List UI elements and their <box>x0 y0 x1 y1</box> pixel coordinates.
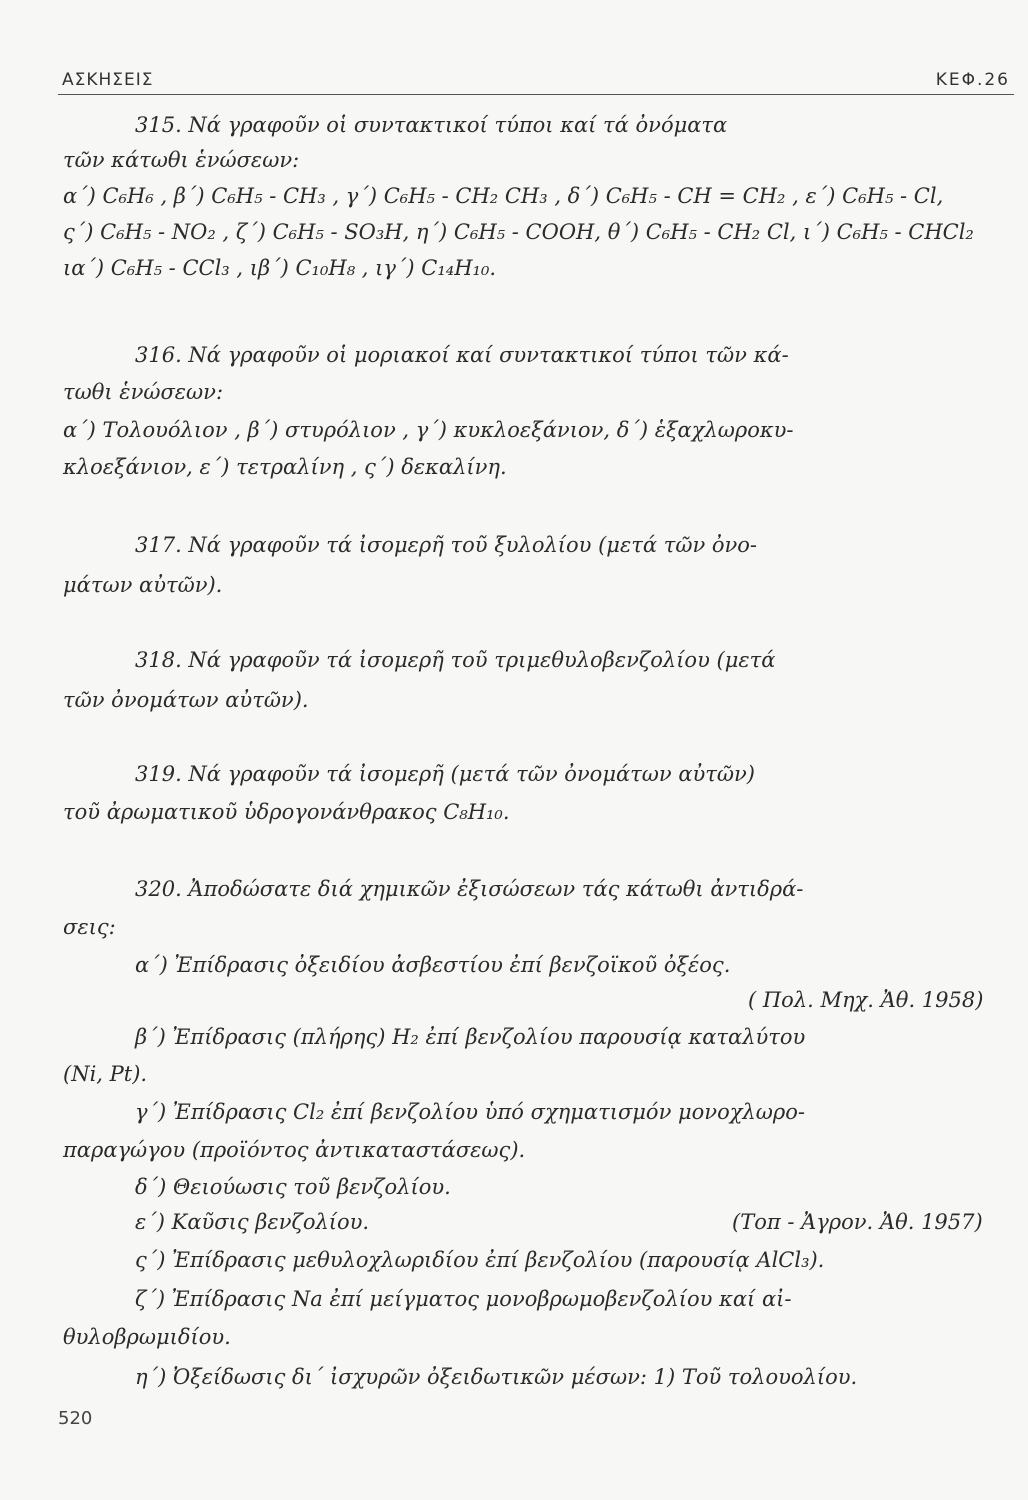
exercise-315-line-5: ια΄) C₆H₅ - CCl₃ , ιβ΄) C₁₀H₈ , ιγ΄) C₁₄H₁₀. <box>63 256 497 280</box>
exercise-315-line-4: ς΄) C₆H₅ - NO₂ , ζ΄) C₆H₅ - SO₃H, η΄) C₆H₅ - COOH, θ΄) C₆H₅ - CH₂ Cl, ι΄) C₆H₅ - CHCl₂ <box>63 220 974 244</box>
exercise-320-item-e: ε΄) Καῦσις βενζολίου. <box>135 1210 370 1234</box>
exercise-315-line-3: α΄) C₆H₆ , β΄) C₆H₅ - CH₃ , γ΄) C₆H₅ - CH₂ CH₃ , δ΄) C₆H₅ - CH = CH₂ , ε΄) C₆H₅ - Cl, <box>63 184 944 208</box>
exercise-319-line-1: 319. Νά γραφοῦν τά ἰσομερῆ (μετά τῶν ὀνομάτων αὐτῶν) <box>135 762 755 786</box>
exercise-316-line-1: 316. Νά γραφοῦν οἱ μοριακοί καί συντακτικοί τύποι τῶν κά- <box>135 343 789 367</box>
exercise-320-source-e: (Τοπ - Ἀγρον. Ἀθ. 1957) <box>732 1210 983 1234</box>
exercise-316-line-3: α΄) Τολουόλιον , β΄) στυρόλιον , γ΄) κυκλοεξάνιον, δ΄) ἑξαχλωροκυ- <box>63 418 794 442</box>
exercise-320-item-b-line-1: β΄) Ἐπίδρασις (πλήρης) H₂ ἐπί βενζολίου παρουσίᾳ καταλύτου <box>135 1025 806 1049</box>
exercise-320-item-st: ς΄) Ἐπίδρασις μεθυλοχλωριδίου ἐπί βενζολίου (παρουσίᾳ AlCl₃). <box>135 1248 825 1272</box>
exercise-320-item-b-line-2: (Ni, Pt). <box>63 1062 148 1086</box>
exercise-319-line-2: τοῦ ἀρωματικοῦ ὑδρογονάνθρακος C₈H₁₀. <box>63 800 510 824</box>
running-header-chapter: ΚΕΦ.26 <box>935 70 1010 90</box>
header-rule <box>58 94 1014 95</box>
exercise-320-item-z-line-2: θυλοβρωμιδίου. <box>63 1325 231 1349</box>
page-number: 520 <box>58 1408 93 1429</box>
exercise-315-line-2: τῶν κάτωθι ἑνώσεων: <box>63 148 300 172</box>
exercise-320-line-2: σεις: <box>63 915 116 939</box>
exercise-316-line-2: τωθι ἑνώσεων: <box>63 380 224 404</box>
exercise-318-line-1: 318. Νά γραφοῦν τά ἰσομερῆ τοῦ τριμεθυλοβενζολίου (μετά <box>135 648 776 672</box>
exercise-320-item-h: η΄) Ὀξείδωσις δι΄ ἰσχυρῶν ὀξειδωτικῶν μέσων: 1) Τοῦ τολουολίου. <box>135 1365 858 1389</box>
exercise-318-line-2: τῶν ὀνομάτων αὐτῶν). <box>63 688 309 712</box>
running-header-title: ΑΣΚΗΣΕΙΣ <box>62 70 154 90</box>
exercise-316-line-4: κλοεξάνιον, ε΄) τετραλίνη , ς΄) δεκαλίνη. <box>63 455 507 479</box>
exercise-320-item-a: α΄) Ἐπίδρασις ὀξειδίου ἀσβεστίου ἐπί βενζοϊκοῦ ὀξέος. <box>135 953 731 977</box>
exercise-320-item-d: δ΄) Θειούωσις τοῦ βενζολίου. <box>135 1175 451 1199</box>
exercise-315-line-1: 315. Νά γραφοῦν οἱ συντακτικοί τύποι καί τά ὀνόματα <box>135 113 728 137</box>
exercise-320-item-c-line-2: παραγώγου (προϊόντος ἀντικαταστάσεως). <box>63 1138 526 1162</box>
exercise-317-line-2: μάτων αὐτῶν). <box>63 573 223 597</box>
exercise-320-line-1: 320. Ἀποδώσατε διά χημικῶν ἐξισώσεων τάς κάτωθι ἀντιδρά- <box>135 877 804 901</box>
exercise-320-item-c-line-1: γ΄) Ἐπίδρασις Cl₂ ἐπί βενζολίου ὑπό σχηματισμόν μονοχλωρο- <box>135 1100 805 1124</box>
exercise-317-line-1: 317. Νά γραφοῦν τά ἰσομερῆ τοῦ ξυλολίου (μετά τῶν ὀνο- <box>135 533 758 557</box>
exercise-320-source-a: ( Πολ. Μηχ. Ἀθ. 1958) <box>748 988 984 1012</box>
exercise-320-item-z-line-1: ζ΄) Ἐπίδρασις Na ἐπί μείγματος μονοβρωμοβενζολίου καί αἰ- <box>135 1287 792 1311</box>
